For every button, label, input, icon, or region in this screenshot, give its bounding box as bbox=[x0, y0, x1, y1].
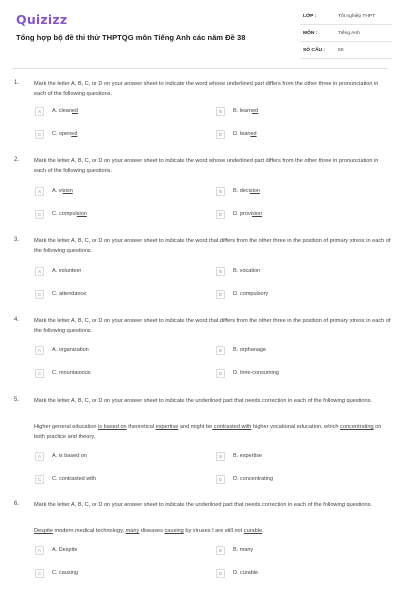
option-text-main: D. concentrating bbox=[233, 476, 274, 482]
option-letter-box: D bbox=[216, 369, 225, 378]
option-letter-box: B bbox=[216, 546, 225, 555]
option-text-main: B. many bbox=[233, 547, 254, 553]
sentence-text: on both practice and theory. bbox=[34, 424, 382, 440]
option-text bbox=[233, 476, 273, 482]
option-underlined-part: ed bbox=[71, 108, 78, 114]
question-number: 4. bbox=[14, 317, 20, 323]
option-letter-box: A bbox=[35, 452, 44, 461]
option-text-main: B. orphanage bbox=[233, 347, 267, 353]
option-letter-box: D bbox=[216, 210, 225, 219]
option-text bbox=[52, 347, 89, 353]
option-text-main: C. mountainous bbox=[52, 370, 91, 376]
question-number: 5. bbox=[14, 397, 20, 403]
option-text bbox=[233, 453, 262, 459]
option-underlined-part: sion bbox=[251, 211, 263, 217]
option-text bbox=[52, 131, 77, 137]
question-number: 2. bbox=[14, 157, 20, 163]
meta-row-class bbox=[300, 12, 392, 25]
quizizz-logo: Quizizz bbox=[16, 12, 68, 27]
meta-value: Tiếng Anh bbox=[338, 31, 360, 36]
question-number: 1. bbox=[14, 80, 20, 86]
option-letter-box: B bbox=[216, 107, 225, 116]
option-text-main: C. compul bbox=[52, 211, 77, 217]
meta-value: Tốt nghiệp THPT bbox=[338, 14, 376, 19]
question-number: 3. bbox=[14, 237, 20, 243]
option-text bbox=[233, 188, 260, 194]
question-text: Mark the letter A, B, C, or D on your answer sheet to indicate the word that differs from the other three in the position of primary stress in each of the following questions. bbox=[34, 318, 391, 334]
question-text: Mark the letter A, B, C, or D on your answer sheet to indicate the underlined part that needs correction in each of the following questions. bbox=[34, 398, 372, 404]
worksheet-title: Tổng hợp bộ đề thi thử THPTQG môn Tiếng Anh các năm Đề 38 bbox=[16, 33, 246, 42]
option-text-main: B. vocation bbox=[233, 268, 261, 274]
option-underlined-part: sion bbox=[62, 188, 73, 194]
option-text-main: C. attendance bbox=[52, 291, 87, 297]
meta-label: MÔN : bbox=[303, 31, 318, 36]
sentence-text: higher vocational education, which bbox=[251, 424, 341, 430]
meta-row-question-count bbox=[300, 46, 392, 59]
option-text bbox=[233, 211, 262, 217]
option-letter-box: B bbox=[216, 452, 225, 461]
header-divider bbox=[12, 68, 388, 69]
meta-row-subject bbox=[300, 29, 392, 42]
option-text bbox=[52, 570, 78, 576]
question-sentence bbox=[34, 423, 392, 442]
underlined-part: concentrating bbox=[340, 424, 374, 430]
sentence-text: theoretical bbox=[126, 424, 156, 430]
option-letter-box: D bbox=[216, 569, 225, 578]
meta-label: SỐ CÂU : bbox=[303, 48, 326, 53]
option-text-main: C. contrasted with bbox=[52, 476, 97, 482]
option-underlined-part: ed bbox=[250, 131, 257, 137]
underlined-part: Despite bbox=[34, 528, 53, 534]
option-letter-box: C bbox=[35, 290, 44, 299]
option-text-main: B. deci bbox=[233, 188, 250, 194]
option-text-main: A. organization bbox=[52, 347, 89, 353]
option-letter-box: D bbox=[216, 130, 225, 139]
option-text-main: B. expertise bbox=[233, 453, 263, 459]
option-letter-box: A bbox=[35, 107, 44, 116]
question-text: Mark the letter A, B, C, or D on your answer sheet to indicate the word whose underlined part differs from the other three in pronunciation in each of the following questions. bbox=[34, 158, 379, 174]
option-text-main: A. volunteer bbox=[52, 268, 82, 274]
option-text bbox=[52, 268, 81, 274]
option-underlined-part: sion bbox=[249, 188, 260, 194]
question-number: 6. bbox=[14, 501, 20, 507]
underlined-part: causing bbox=[164, 528, 184, 534]
sentence-text: by viruses I are still not bbox=[183, 528, 244, 534]
meta-value: 50 bbox=[338, 48, 344, 53]
sentence-text: Higher general education bbox=[34, 424, 99, 430]
option-text-main: A. is based on bbox=[52, 453, 87, 459]
option-text bbox=[52, 476, 96, 482]
question-text: Mark the letter A, B, C, or D on your answer sheet to indicate the underlined part that needs correction in each of the following questions. bbox=[34, 502, 372, 508]
option-text bbox=[52, 108, 78, 114]
sentence-text: and might be bbox=[178, 424, 213, 430]
option-letter-box: A bbox=[35, 546, 44, 555]
option-text bbox=[233, 131, 257, 137]
option-text-main: A. clean bbox=[52, 108, 72, 114]
meta-label: LỚP : bbox=[303, 14, 317, 19]
option-underlined-part: ed bbox=[251, 108, 259, 114]
option-text bbox=[233, 370, 279, 376]
option-letter-box: C bbox=[35, 569, 44, 578]
option-text-main: D. provi bbox=[233, 211, 252, 217]
option-text bbox=[52, 370, 91, 376]
option-letter-box: B bbox=[216, 267, 225, 276]
option-underlined-part: sion bbox=[76, 211, 87, 217]
option-text bbox=[233, 268, 260, 274]
option-text bbox=[233, 108, 258, 114]
option-text-main: C. open bbox=[52, 131, 72, 137]
option-text-main: D. lean bbox=[233, 131, 251, 137]
question-text: Mark the letter A, B, C, or D on your answer sheet to indicate the word whose underlined part differs from the other three in pronunciation in each of the following questions. bbox=[34, 81, 379, 97]
option-letter-box: D bbox=[216, 290, 225, 299]
underlined-part: many bbox=[125, 528, 140, 534]
underlined-part: curable bbox=[243, 528, 263, 534]
option-letter-box: C bbox=[35, 130, 44, 139]
question-sentence bbox=[34, 527, 392, 537]
option-text bbox=[233, 570, 258, 576]
option-text-main: A. vi bbox=[52, 188, 63, 194]
option-text bbox=[52, 291, 86, 297]
option-text bbox=[233, 547, 253, 553]
option-text-main: D. time-consuming bbox=[233, 370, 279, 376]
option-letter-box: D bbox=[216, 475, 225, 484]
option-text bbox=[233, 347, 266, 353]
option-text-main: C. causing bbox=[52, 570, 78, 576]
option-letter-box: A bbox=[35, 187, 44, 196]
option-underlined-part: ed bbox=[71, 131, 78, 137]
worksheet-meta bbox=[300, 12, 392, 63]
option-letter-box: C bbox=[35, 369, 44, 378]
underlined-part: expertise bbox=[155, 424, 179, 430]
option-text bbox=[233, 291, 268, 297]
option-text bbox=[52, 188, 73, 194]
sentence-text: . bbox=[262, 528, 264, 534]
option-text-main: B. learn bbox=[233, 108, 252, 114]
option-letter-box: B bbox=[216, 346, 225, 355]
worksheet-header bbox=[0, 0, 400, 68]
option-letter-box: A bbox=[35, 267, 44, 276]
question-text: Mark the letter A, B, C, or D on your answer sheet to indicate the word that differs from the other three in the position of primary stress in each of the following questions. bbox=[34, 238, 391, 254]
option-letter-box: C bbox=[35, 210, 44, 219]
option-letter-box: C bbox=[35, 475, 44, 484]
sentence-text: diseases bbox=[139, 528, 165, 534]
option-text bbox=[52, 211, 87, 217]
option-text bbox=[52, 453, 87, 459]
option-letter-box: A bbox=[35, 346, 44, 355]
underlined-part: contrasted with bbox=[212, 424, 252, 430]
option-text-main: D. curable bbox=[233, 570, 259, 576]
sentence-text: modern medical technology, bbox=[52, 528, 126, 534]
underlined-part: is based on bbox=[98, 424, 127, 430]
option-letter-box: B bbox=[216, 187, 225, 196]
option-text-main: A. Despite bbox=[52, 547, 78, 553]
option-text bbox=[52, 547, 77, 553]
option-text-main: D. compulsory bbox=[233, 291, 269, 297]
